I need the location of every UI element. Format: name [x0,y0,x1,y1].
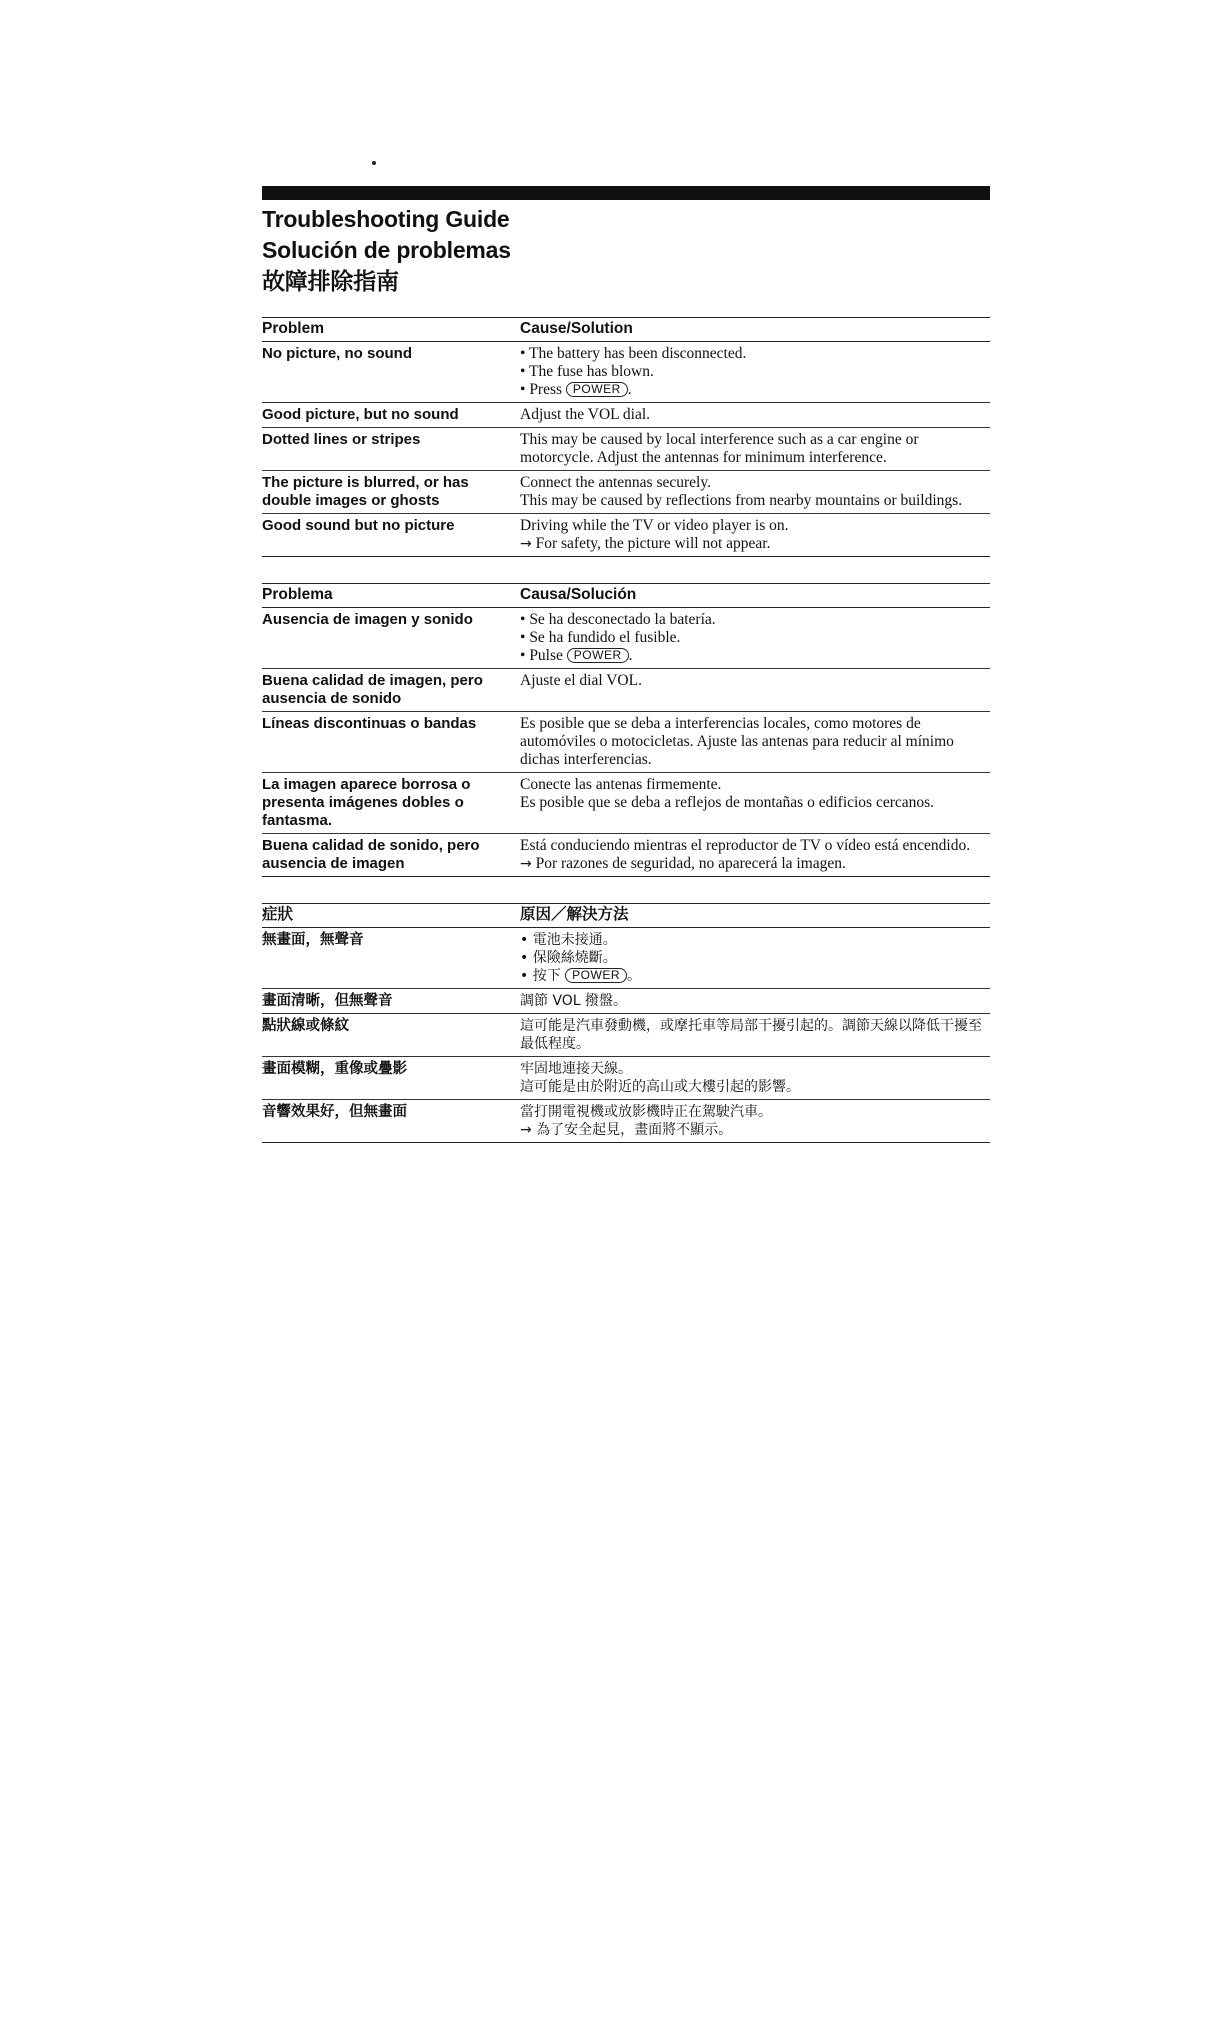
solution-text: Press [529,381,563,398]
title-english: Troubleshooting Guide [262,206,510,232]
troubleshooting-table-es [262,583,990,877]
problem-cell: Buena calidad de sonido, pero ausencia de imagen [262,837,480,872]
solution-line [520,992,990,1010]
stray-mark [372,161,376,165]
table-header [262,317,990,342]
problem-cell: Ausencia de imagen y sonido [262,611,473,628]
solution-text: Driving while the TV or video player is on. [520,517,789,534]
solution-text: Está conduciendo mientras el reproductor de TV o vídeo está encendido. [520,837,971,854]
arrow-right-icon: → [520,1122,532,1138]
solution-line [520,855,990,873]
solution-text: Conecte las antenas firmemente. [520,776,722,793]
header-problem: Problema [262,586,333,603]
solution-line [520,431,990,467]
solution-line [520,672,990,690]
troubleshooting-page [262,186,990,1143]
top-rule-bar [262,186,990,200]
solution-line [520,931,990,949]
problem-cell: 音響效果好，但無畫面 [262,1104,407,1120]
solution-text: This may be caused by local interference such as a car engine or motorcycle. Adjust the antennas for minimum interference. [520,431,919,466]
header-problem: Problem [262,320,325,337]
solution-text: 按下 [532,968,561,984]
solution-cell [520,1103,990,1139]
solution-line [520,474,990,492]
title-chinese: 故障排除指南 [262,268,399,294]
solution-line [520,611,990,629]
solution-text: Es posible que se deba a reflejos de montañas o edificios cercanos. [520,794,935,811]
solution-suffix: 。 [627,968,642,984]
header-solution: 原因／解決方法 [520,906,629,923]
solution-text: Adjust the VOL dial. [520,406,651,423]
table-row [262,928,990,989]
solution-text: Pulse [529,647,563,664]
solution-text: The battery has been disconnected. [529,345,747,362]
table-row [262,608,990,669]
solution-line [520,345,990,363]
solution-line [520,776,990,794]
table-row [262,471,990,514]
solution-text: 電池未接通。 [532,932,617,948]
table-row [262,1100,990,1143]
arrow-right-icon: → [520,536,532,552]
solution-cell [520,1017,990,1053]
solution-line [520,406,990,424]
solution-cell [520,611,990,665]
solution-line [520,794,990,812]
solution-line [520,967,990,985]
problem-cell: Buena calidad de imagen, pero ausencia de sonido [262,672,483,707]
header-solution: Causa/Solución [520,586,637,603]
table-row [262,403,990,428]
solution-cell [520,517,990,553]
power-button-label: POWER [566,382,628,397]
problem-cell: 無畫面，無聲音 [262,932,364,948]
table-row [262,834,990,877]
problem-cell: Líneas discontinuas o bandas [262,715,477,732]
solution-text: This may be caused by reflections from nearby mountains or buildings. [520,492,963,509]
arrow-right-icon: → [520,856,532,872]
solution-line [520,647,990,665]
solution-cell [520,431,990,467]
solution-cell [520,672,990,708]
solution-text: 為了安全起見，畫面將不顯示。 [536,1122,733,1138]
power-button-label: POWER [565,968,627,983]
troubleshooting-table-en [262,317,990,557]
solution-line [520,837,990,855]
solution-cell [520,837,990,873]
solution-line [520,363,990,381]
problem-cell: 點狀線或條紋 [262,1018,349,1034]
solution-text: 這可能是汽車發動機，或摩托車等局部干擾引起的。調節天線以降低干擾至最低程度。 [520,1018,982,1052]
problem-cell: The picture is blurred, or has double images or ghosts [262,474,469,509]
problem-cell: 畫面模糊，重像或疊影 [262,1061,407,1077]
solution-cell [520,1060,990,1096]
solution-cell [520,406,990,424]
power-button-label: POWER [567,648,629,663]
solution-line [520,715,990,769]
solution-text: 這可能是由於附近的高山或大樓引起的影響。 [520,1079,800,1095]
solution-text: 保險絲燒斷。 [532,950,617,966]
solution-line [520,1017,990,1053]
solution-text: 牢固地連接天線。 [520,1061,632,1077]
troubleshooting-tables [262,317,990,1143]
solution-line [520,381,990,399]
solution-text: Connect the antennas securely. [520,474,711,491]
title-spanish: Solución de problemas [262,237,511,263]
table-row [262,669,990,712]
solution-text: 調節 VOL 撥盤。 [520,993,628,1009]
header-solution: Cause/Solution [520,320,633,337]
solution-text: 當打開電視機或放影機時正在駕駛汽車。 [520,1104,772,1120]
problem-cell: Good sound but no picture [262,517,455,534]
solution-line [520,1103,990,1121]
solution-line [520,629,990,647]
table-header [262,583,990,608]
solution-text: Por razones de seguridad, no aparecerá la imagen. [535,855,846,872]
table-row [262,1014,990,1057]
solution-text: Se ha desconectado la batería. [529,611,716,628]
solution-line [520,1078,990,1096]
solution-text: The fuse has blown. [529,363,654,380]
table-row [262,342,990,403]
solution-cell [520,992,990,1010]
solution-line [520,517,990,535]
solution-text: Se ha fundido el fusible. [529,629,681,646]
table-row [262,712,990,773]
title-block [262,204,990,297]
table-row [262,1057,990,1100]
solution-text: Es posible que se deba a interferencias locales, como motores de automóviles o motocicletas. Ajuste las antenas para reducir al mínimo dichas interferencias. [520,715,954,768]
solution-line [520,492,990,510]
solution-line [520,1060,990,1078]
table-row [262,989,990,1014]
problem-cell: No picture, no sound [262,345,412,362]
solution-line [520,1121,990,1139]
header-problem: 症狀 [262,906,294,923]
solution-text: Ajuste el dial VOL. [520,672,642,689]
problem-cell: Good picture, but no sound [262,406,459,423]
table-header [262,903,990,928]
solution-cell [520,474,990,510]
solution-line [520,535,990,553]
solution-cell [520,345,990,399]
table-row [262,514,990,557]
troubleshooting-table-zh [262,903,990,1143]
solution-cell [520,931,990,985]
solution-line [520,949,990,967]
solution-suffix: . [628,647,633,664]
solution-cell [520,776,990,830]
table-row [262,428,990,471]
problem-cell: La imagen aparece borrosa o presenta imágenes dobles o fantasma. [262,776,471,829]
solution-suffix: . [627,381,632,398]
solution-text: For safety, the picture will not appear. [535,535,771,552]
solution-cell [520,715,990,769]
problem-cell: Dotted lines or stripes [262,431,421,448]
table-row [262,773,990,834]
problem-cell: 畫面清晰，但無聲音 [262,993,393,1009]
